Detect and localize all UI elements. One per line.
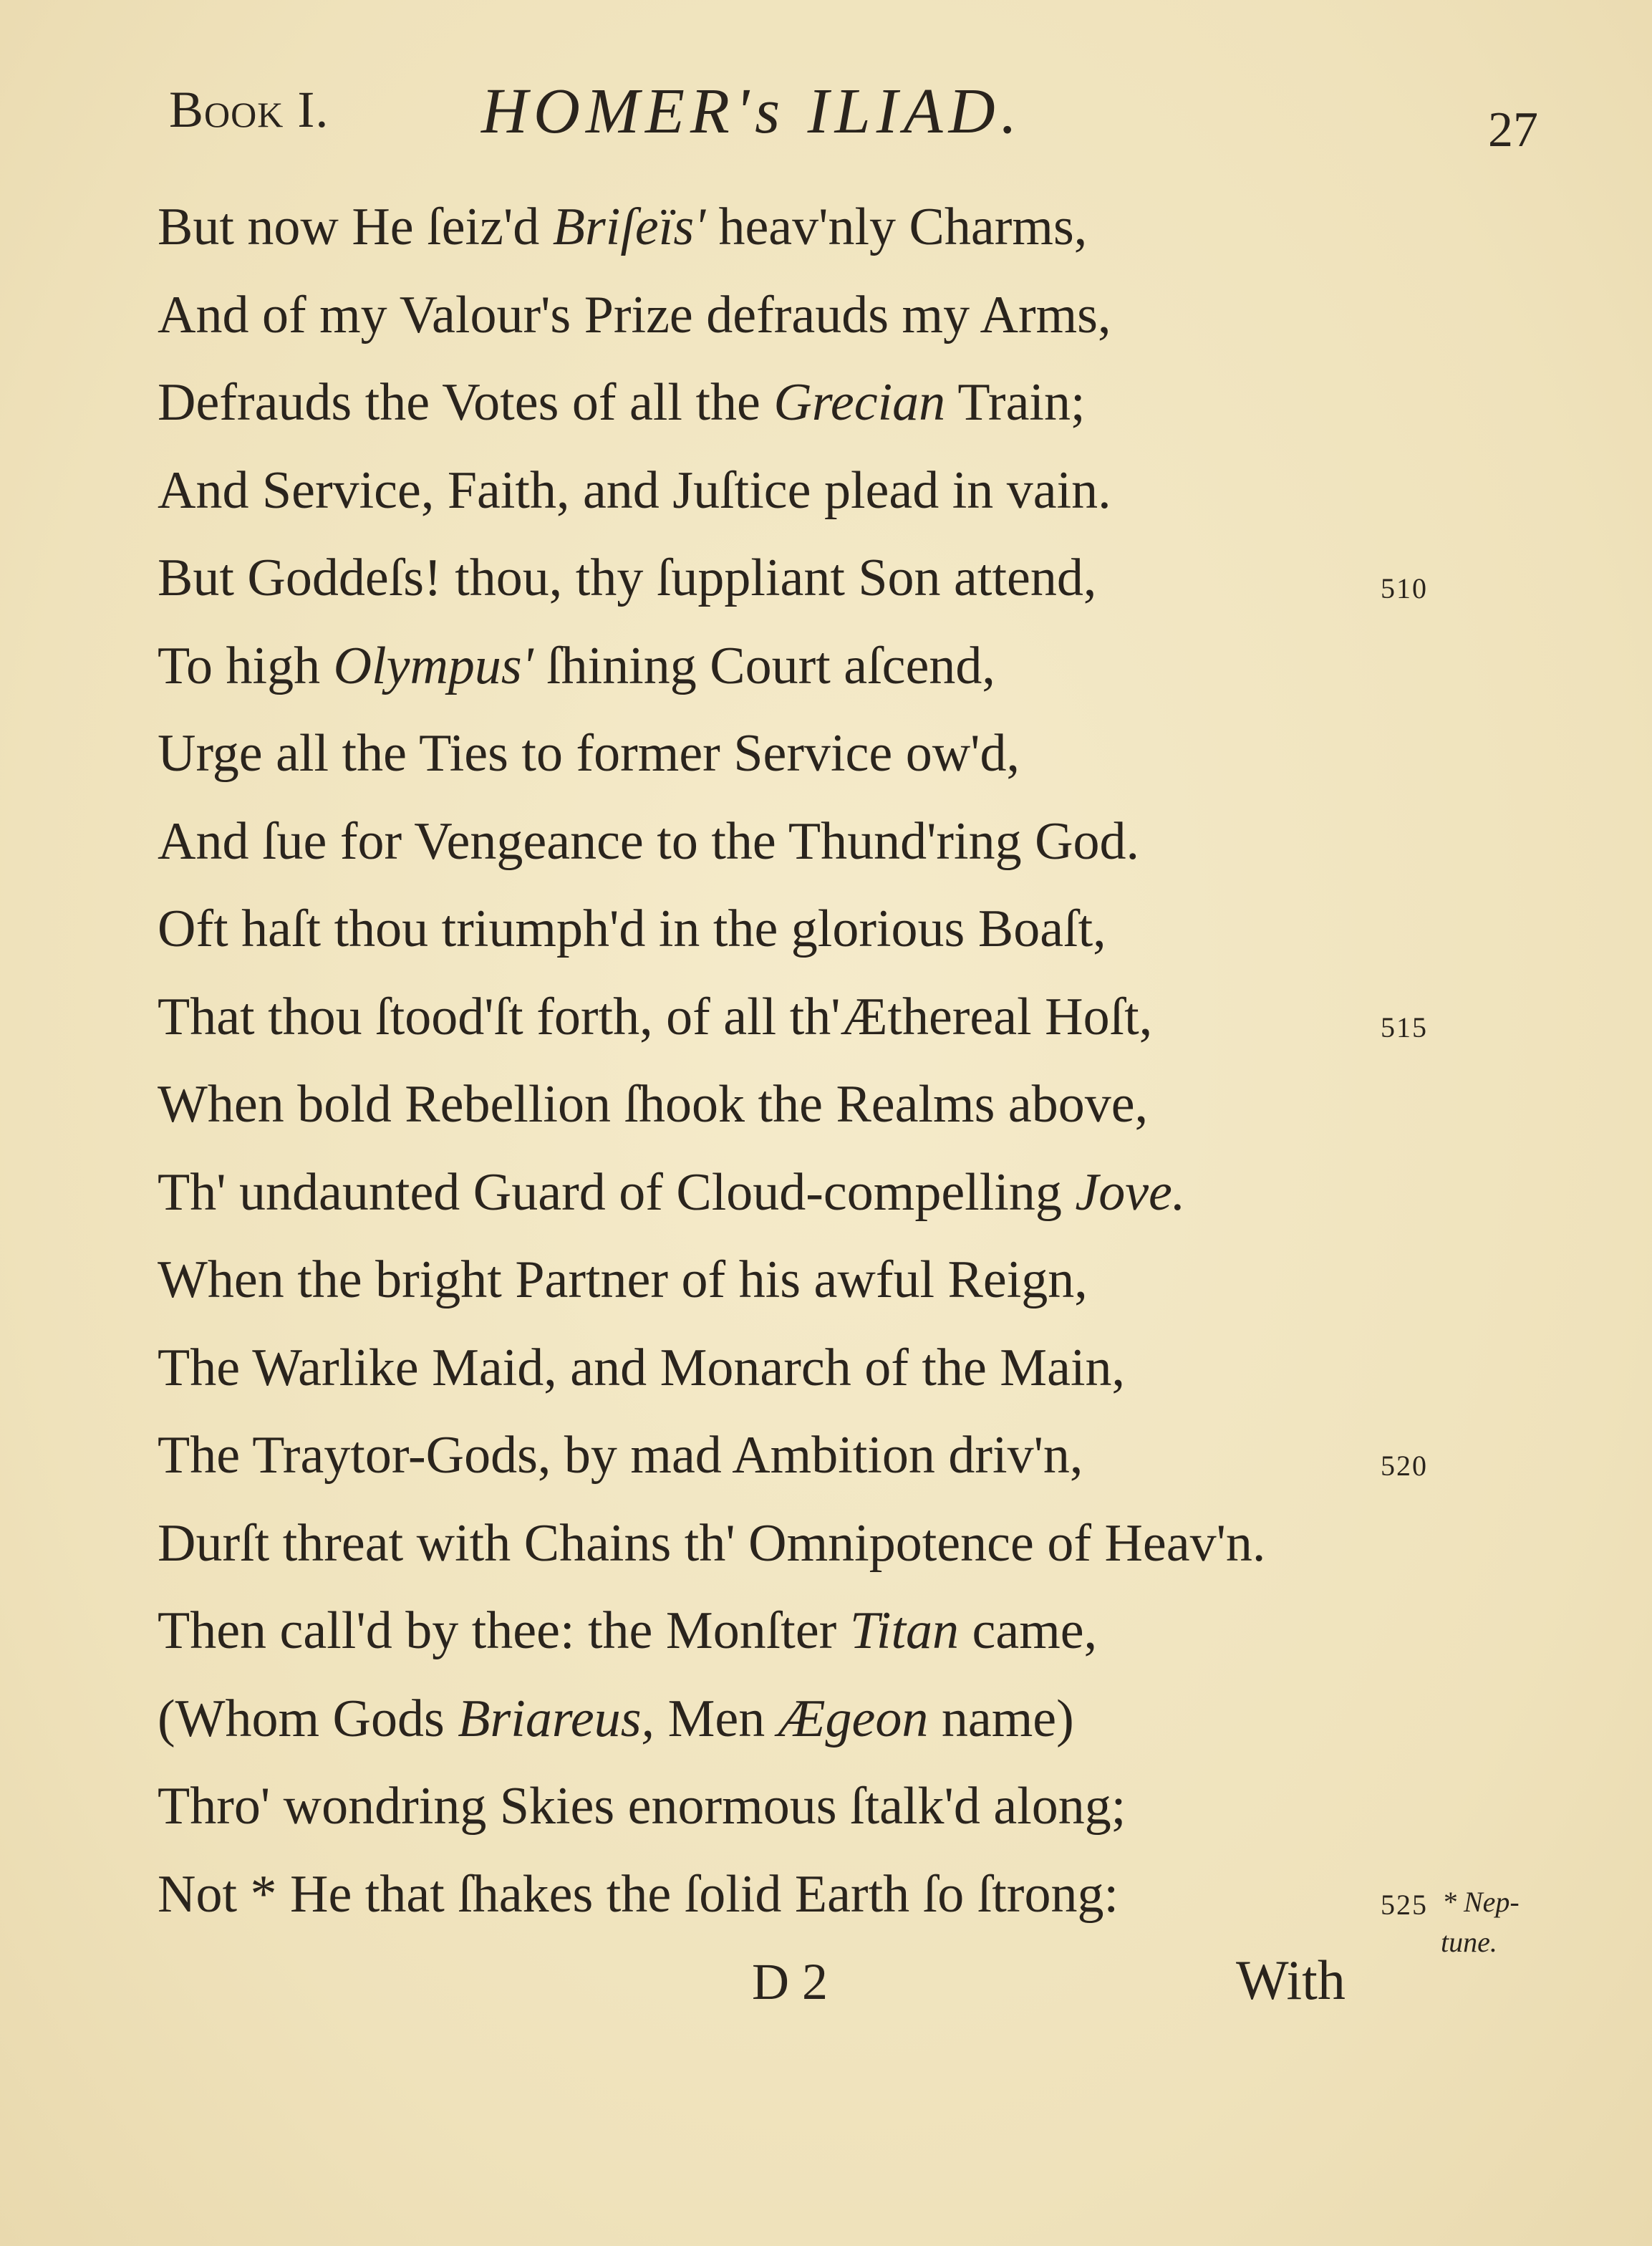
verse-text: When the bright Partner of his awful Reign, [158,1250,1088,1309]
verse-text: When bold Rebellion ſhook the Realms above, [158,1075,1149,1134]
verse-text: came, [959,1601,1098,1660]
verse-text: And of my Valour's Prize defrauds my Arms, [158,285,1111,344]
line-number: 510 [1381,572,1428,604]
verse-text: Train; [945,373,1086,432]
verse-line [158,1160,1185,1225]
running-head-title: HOMER's ILIAD. [481,76,1023,147]
verse-italic-text: Briareus, [458,1689,655,1748]
verse-italic-text: Grecian [773,373,946,432]
verse-text: Th' undaunted Guard of Cloud-compelling [158,1162,1076,1222]
verse-text: Men [654,1689,778,1748]
verse-text: Defrauds the Votes of all the [158,373,774,432]
verse-line [158,195,1087,259]
verse-text: heav'nly Charms, [705,198,1088,256]
verse-line [158,1072,1148,1137]
verse-text: Oft haſt thou triumph'd in the glorious Boaſt, [158,900,1106,958]
verse-text: To high [158,636,334,695]
verse-line [158,458,1111,523]
verse-text: And Service, Faith, and Juſtice plead in vain. [158,461,1111,520]
signature-mark: D 2 [752,1953,828,2010]
verse-text: Urge all the Ties to former Service ow'd, [158,724,1020,783]
running-head-book: Book I. [169,81,329,138]
line-number: 515 [1381,1011,1428,1044]
verse-text: But now He ſeiz'd [158,198,553,256]
line-number: 520 [1381,1450,1428,1482]
verse-line [158,1687,1074,1751]
verse-line [158,1774,1126,1838]
verse-line [158,809,1139,874]
catchword: With [1236,1949,1346,2011]
verse-line [158,370,1086,435]
line-number: 525 [1381,1888,1428,1921]
page-number: 27 [1488,102,1538,158]
verse-text: But Goddeſs! thou, thy ſuppliant Son attend, [158,549,1097,607]
verse-italic-text: Ægeon [778,1689,929,1748]
verse-line [158,283,1111,347]
verse-line [158,1423,1083,1488]
verse-line [158,546,1096,610]
verse-line [158,1336,1125,1400]
verse-italic-text: Jove. [1075,1162,1186,1222]
verse-line [158,1599,1097,1663]
verse-line [158,1511,1265,1576]
verse-text: ſhining Court aſcend, [533,636,995,695]
verse-text: Thro' wondring Skies enormous ſtalk'd along; [158,1777,1126,1836]
verse-text: Durſt threat with Chains th' Omnipotence of Heav'n. [158,1513,1266,1573]
verse-italic-text: Titan [849,1601,960,1660]
verse-line [158,1862,1119,1927]
verse-text: The Warlike Maid, and Monarch of the Main, [158,1338,1126,1397]
verse-text: Not * He that ſhakes the ſolid Earth ſo ſtrong: [158,1864,1119,1924]
verse-text: (Whom Gods [158,1689,458,1748]
verse-line [158,985,1152,1049]
verse-text: The Traytor-Gods, by mad Ambition driv'n, [158,1426,1083,1485]
verse-text: name) [928,1689,1074,1748]
verse-text: Then call'd by thee: the Monſter [158,1601,850,1660]
verse-text: And ſue for Vengeance to the Thund'ring God. [158,811,1140,871]
verse-text: That thou ſtood'ſt forth, of all th'Æthereal Hoſt, [158,987,1153,1046]
verse-line [158,897,1106,961]
verse-line [158,721,1020,786]
marginal-note-line-2: tune. [1441,1926,1497,1958]
marginal-note-line-1: * Nep- [1442,1886,1520,1918]
verse-line [158,1248,1088,1312]
verse-line [158,634,995,698]
verse-italic-text: Olympus' [333,636,533,695]
verse-italic-text: Briſeïs' [552,198,705,256]
